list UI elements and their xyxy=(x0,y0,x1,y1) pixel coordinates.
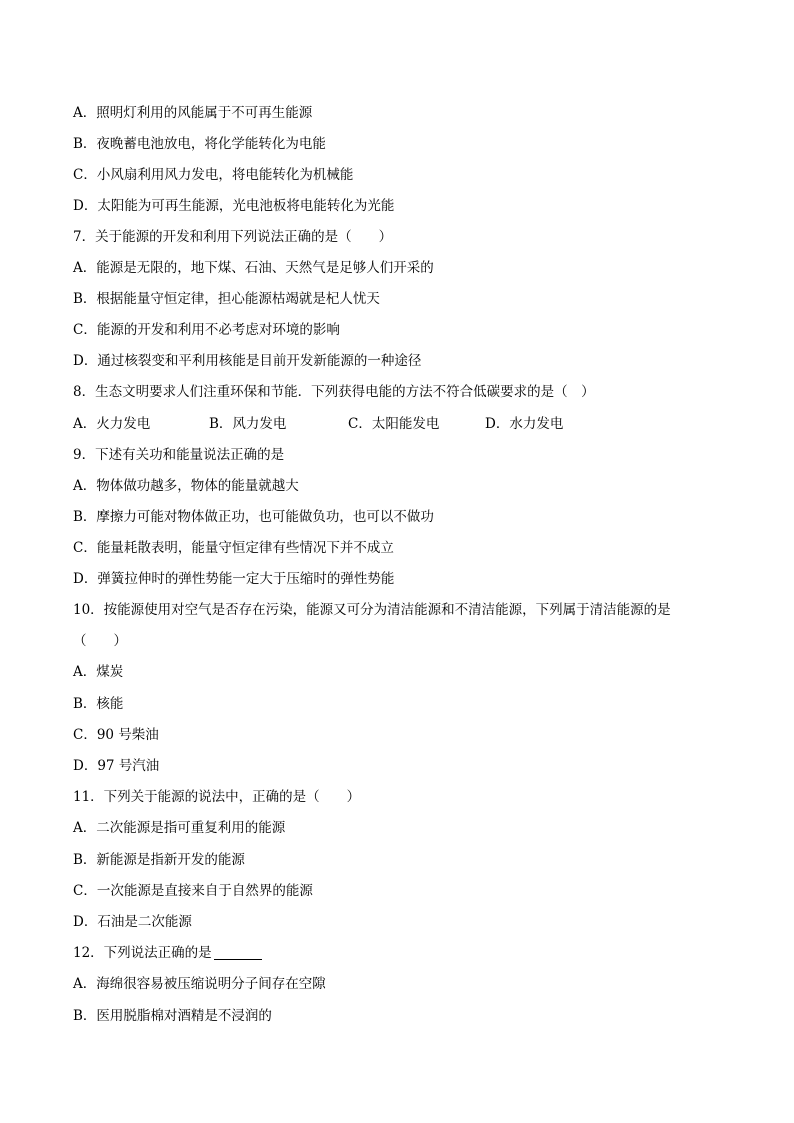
q9-option-a: A．物体做功越多，物体的能量就越大 xyxy=(73,478,299,494)
q7-option-d: D．通过核裂变和平利用核能是目前开发新能源的一种途径 xyxy=(73,353,422,369)
q8-option-d: D．水力发电 xyxy=(485,416,564,432)
q9-option-b: B．摩擦力可能对物体做正功，也可能做负功，也可以不做功 xyxy=(73,509,434,525)
q9-stem: 9．下述有关功和能量说法正确的是 xyxy=(73,447,285,463)
q10-option-a: A．煤炭 xyxy=(73,664,124,680)
q10-option-b: B．核能 xyxy=(73,696,124,712)
q11-option-a: A．二次能源是指可重复利用的能源 xyxy=(73,820,286,836)
q12-option-b: B．医用脱脂棉对酒精是不浸润的 xyxy=(73,1008,272,1024)
q11-option-b: B．新能源是指新开发的能源 xyxy=(73,852,245,868)
q7-stem: 7．关于能源的开发和利用下列说法正确的是（ ） xyxy=(73,229,393,245)
q10-stem: 10．按能源使用对空气是否存在污染，能源又可分为清洁能源和不清洁能源，下列属于清洁能源的是 xyxy=(73,602,671,618)
q6-option-d: D．太阳能为可再生能源，光电池板将电能转化为光能 xyxy=(73,198,395,214)
q6-option-b: B．夜晚蓄电池放电，将化学能转化为电能 xyxy=(73,136,326,152)
q11-option-c: C．一次能源是直接来自于自然界的能源 xyxy=(73,883,313,899)
q7-option-b: B．根据能量守恒定律，担心能源枯竭就是杞人忧天 xyxy=(73,291,380,307)
q7-option-c: C．能源的开发和利用不必考虑对环境的影响 xyxy=(73,322,340,338)
q7-option-a: A．能源是无限的，地下煤、石油、天然气是足够人们开采的 xyxy=(73,260,434,276)
q11-option-d: D．石油是二次能源 xyxy=(73,914,192,930)
q8-options-row xyxy=(73,414,563,434)
q8-stem: 8．生态文明要求人们注重环保和节能．下列获得电能的方法不符合低碳要求的是（ ） xyxy=(73,384,595,400)
q8-option-a: A．火力发电 xyxy=(73,416,151,432)
q10-option-d: D．97 号汽油 xyxy=(73,758,160,774)
q8-option-c: C．太阳能发电 xyxy=(348,416,440,432)
q10-option-c: C．90 号柴油 xyxy=(73,727,159,743)
q12-stem: 12．下列说法正确的是 xyxy=(73,945,212,961)
q6-option-a: A．照明灯利用的风能属于不可再生能源 xyxy=(73,105,313,121)
q10-stem-continued: （ ） xyxy=(73,633,127,649)
q6-option-c: C．小风扇利用风力发电，将电能转化为机械能 xyxy=(73,167,354,183)
q12-answer-blank xyxy=(214,945,262,960)
q12-option-a: A．海绵很容易被压缩说明分子间存在空隙 xyxy=(73,976,326,992)
q12-stem-line xyxy=(73,943,262,963)
q8-option-b: B．风力发电 xyxy=(209,416,287,432)
q9-option-d: D．弹簧拉伸时的弹性势能一定大于压缩时的弹性势能 xyxy=(73,571,395,587)
q11-stem: 11．下列关于能源的说法中，正确的是（ ） xyxy=(73,789,361,805)
q9-option-c: C．能量耗散表明，能量守恒定律有些情况下并不成立 xyxy=(73,540,394,556)
